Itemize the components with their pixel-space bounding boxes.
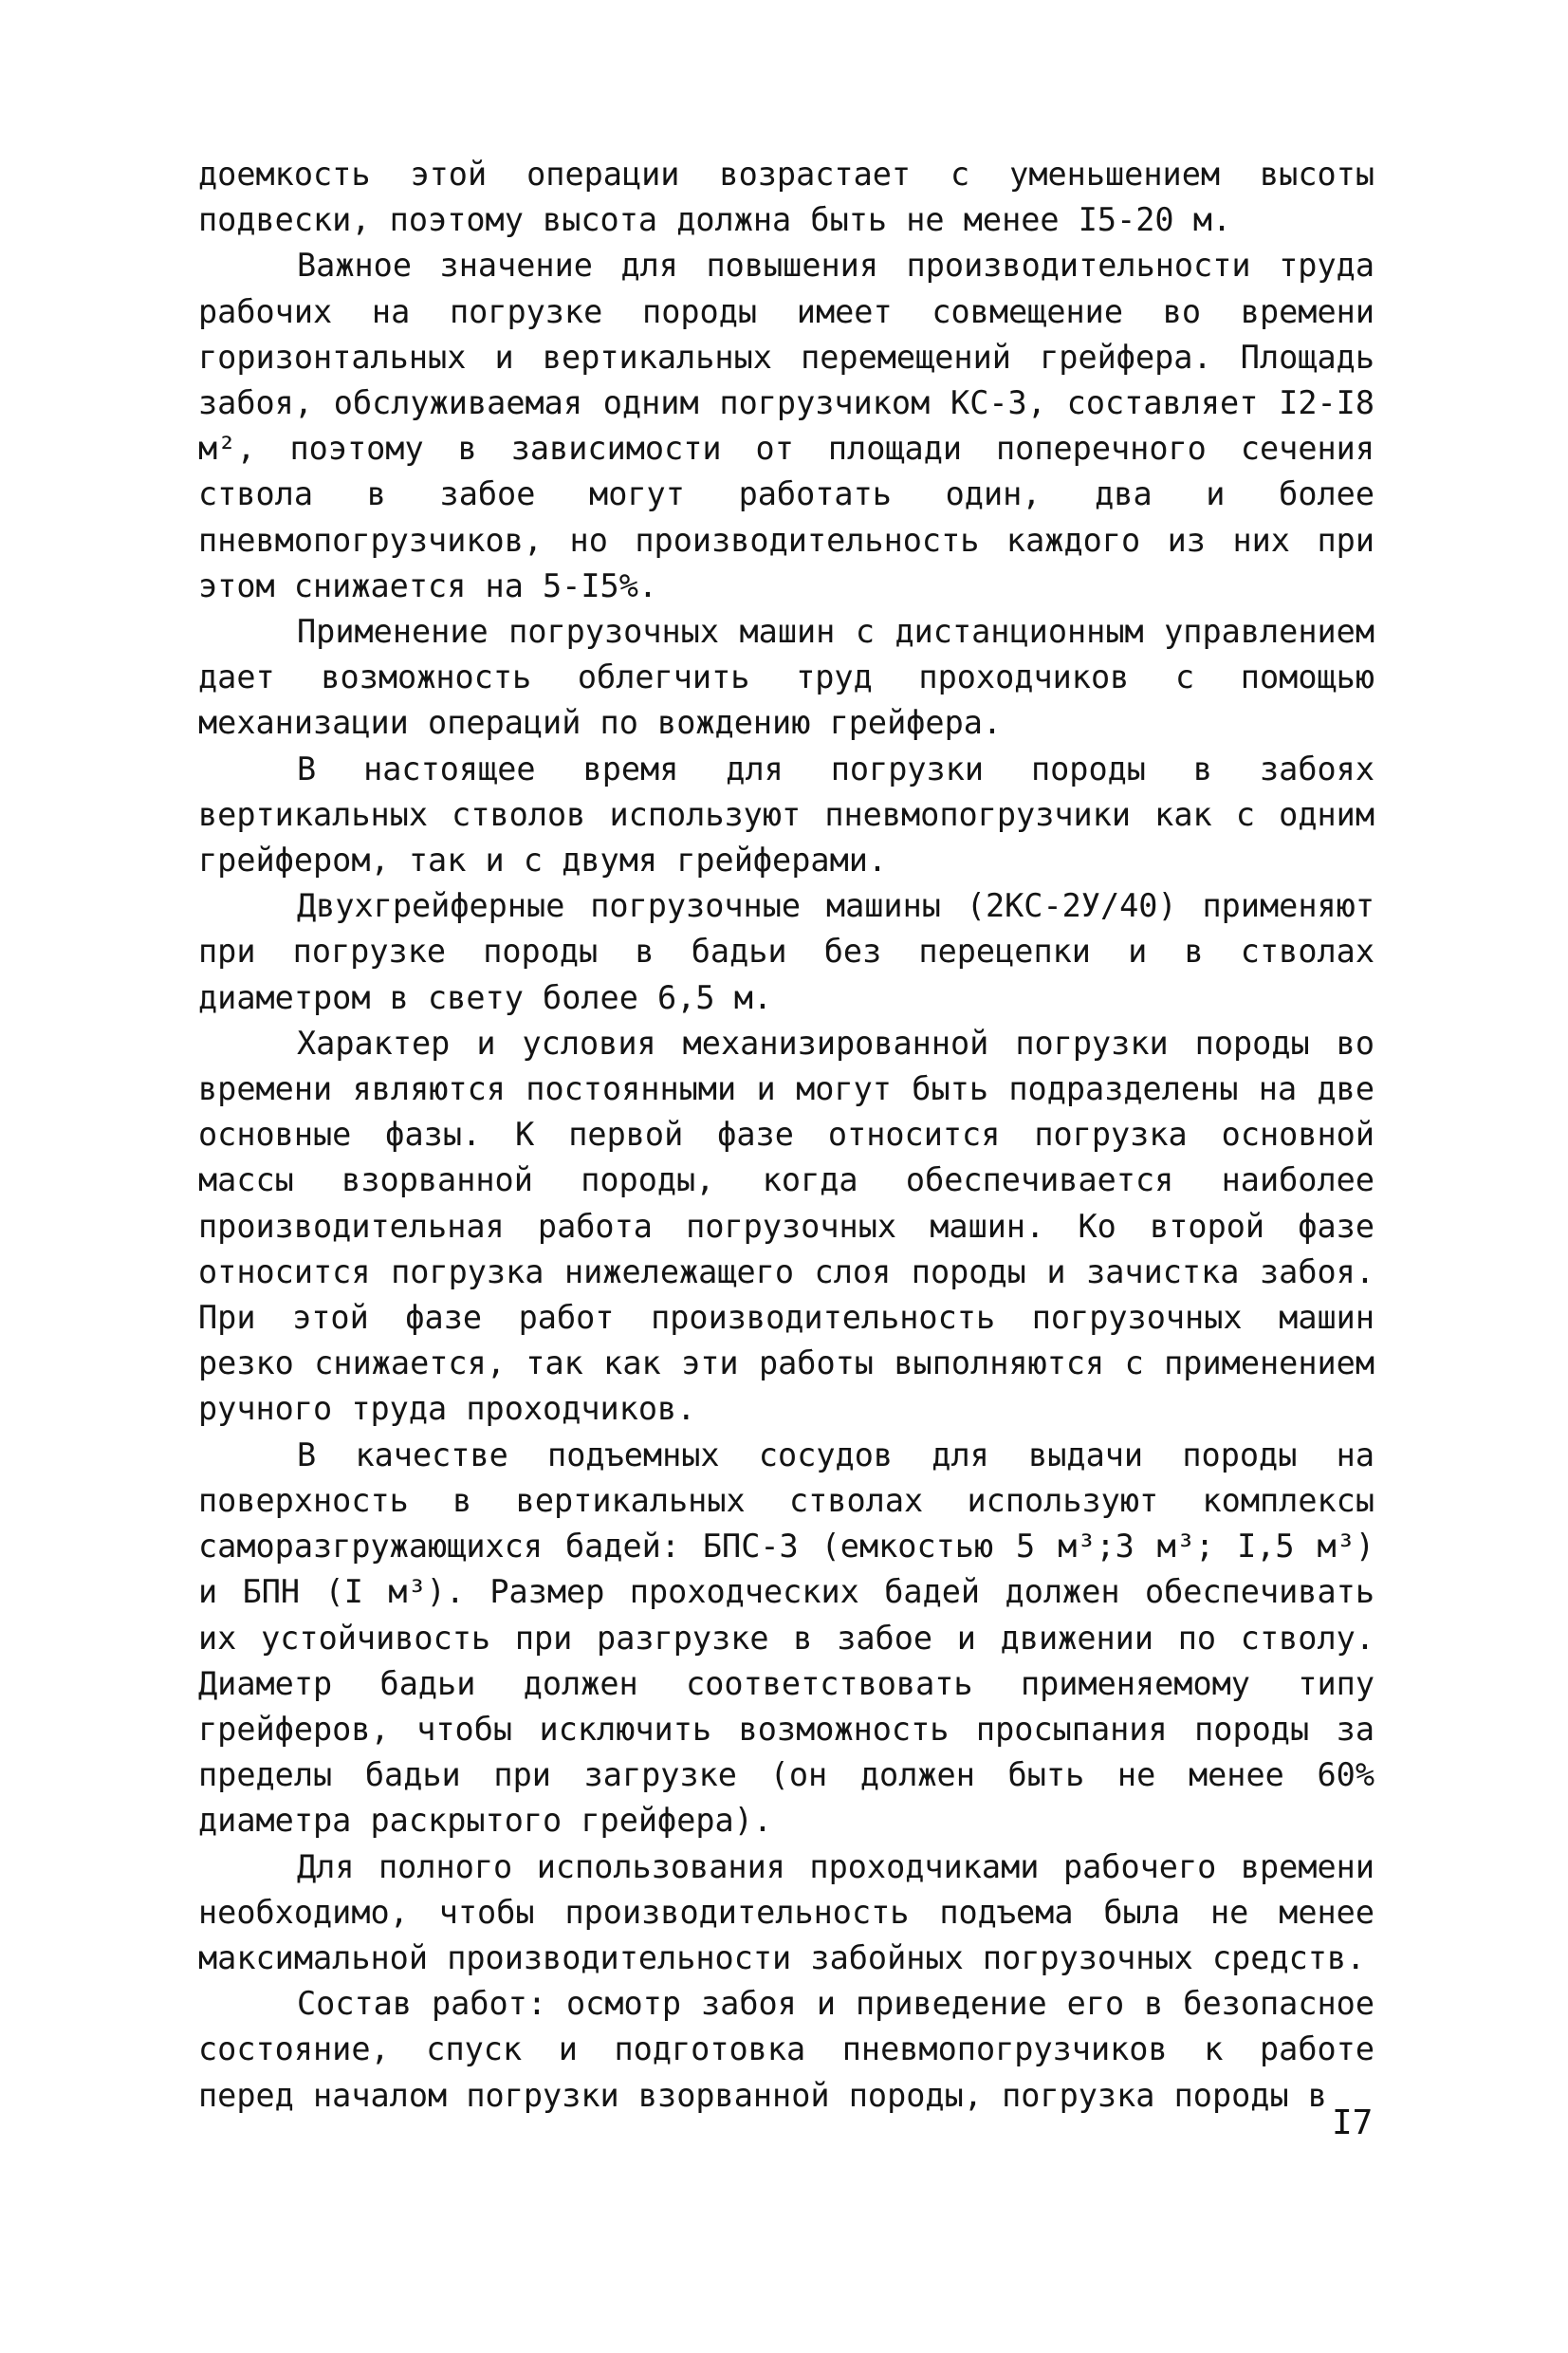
paragraph-6: Характер и условия механизированной погрузки породы во времени являются постоянными и могут быть подразделены на две основные фазы. К первой фазе относится погрузка основной массы взорванной породы, когда обеспечивается наиболее производительная работа погрузочных машин. Ко второй фазе относится погрузка нижележащего слоя породы и зачистка забоя. При этой фазе работ производительность погрузочных машин резко снижается, так как эти работы выполняются с применением ручного труда проходчиков. xyxy=(198,1024,1374,1428)
paragraph-4: В настоящее время для погрузки породы в забоях вертикальных стволов используют пневмопогрузчики как с одним грейфером, так и с двумя грейферами. xyxy=(198,750,1374,880)
page-number: I7 xyxy=(1332,2103,1374,2142)
paragraph-3: Применение погрузочных машин с дистанционным управлением дает возможность облегчить труд проходчиков с помощью механизации операций по вождению грейфера. xyxy=(198,613,1374,742)
paragraph-5: Двухгрейферные погрузочные машины (2КС-2У/40) применяют при погрузке породы в бадьи без перецепки и в стволах диаметром в свету более 6,5 м. xyxy=(198,887,1374,1016)
paragraph-8: Для полного использования проходчиками рабочего времени необходимо, чтобы производительность подъема была не менее максимальной производительности забойных погрузочных средств. xyxy=(198,1847,1374,1976)
paragraph-9: Состав работ: осмотр забоя и приведение его в безопасное состояние, спуск и подготовка пневмопогрузчиков к работе перед началом погрузки взорванной породы, погрузка породы в xyxy=(198,1985,1374,2114)
paragraph-7: В качестве подъемных сосудов для выдачи породы на поверхность в вертикальных стволах используют комплексы саморазгружающихся бадей: БПС-3 (емкостью 5 м³;3 м³; I,5 м³) и БПН (I м³). Размер проходческих бадей должен обеспечивать их устойчивость при разгрузке в забое и движении по стволу. Диаметр бадьи должен соответствовать применяемому типу грейферов, чтобы исключить возможность просыпания породы за пределы бадьи при загрузке (он должен быть не менее 60% диаметра раскрытого грейфера). xyxy=(198,1436,1374,1840)
body-text xyxy=(198,152,1374,2119)
paragraph-2: Важное значение для повышения производительности труда рабочих на погрузке породы имеет совмещение во времени горизонтальных и вертикальных перемещений грейфера. Площадь забоя, обслуживаемая одним погрузчиком КС-3, составляет I2-I8 м², поэтому в зависимости от площади поперечного сечения ствола в забое могут работать один, два и более пневмопогрузчиков, но производительность каждого из них при этом снижается на 5-I5%. xyxy=(198,247,1374,604)
paragraph-1: доемкость этой операции возрастает с уменьшением высоты подвески, поэтому высота должна быть не менее I5-20 м. xyxy=(198,156,1374,239)
